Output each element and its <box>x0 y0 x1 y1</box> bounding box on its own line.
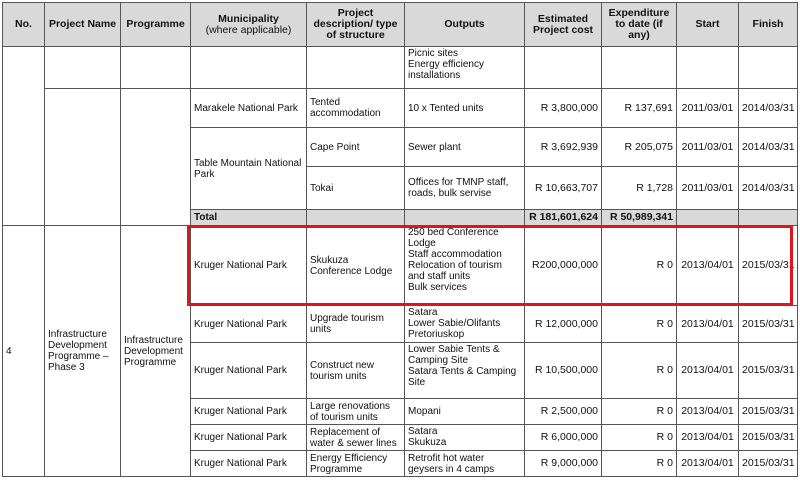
header-start: Start <box>677 3 739 47</box>
cell-description: Cape Point <box>307 128 405 167</box>
cell-start: 2013/04/01 <box>677 343 739 399</box>
cell-description: Energy Efficiency Programme <box>307 451 405 477</box>
cell-outputs: Offices for TMNP staff, roads, bulk servise <box>405 167 525 210</box>
cell-finish: 2015/03/31 <box>739 451 798 477</box>
cell-outputs: Sewer plant <box>405 128 525 167</box>
cell-expenditure: R 0 <box>602 226 677 306</box>
output-line: Relocation of tourism and staff units <box>408 260 502 282</box>
cell-municipality: Marakele National Park <box>191 89 307 128</box>
cell-cost: R 9,000,000 <box>525 451 602 477</box>
cell-outputs <box>405 343 525 399</box>
cell-empty <box>307 47 405 89</box>
total-cost: R 181,601,624 <box>525 210 602 226</box>
cell-empty <box>191 47 307 89</box>
cell-outputs <box>405 226 525 306</box>
output-line: Skukuza <box>408 437 447 448</box>
cell-outputs <box>405 425 525 451</box>
cell-expenditure: R 1,728 <box>602 167 677 210</box>
cell-cost: R 2,500,000 <box>525 399 602 425</box>
header-outputs: Outputs <box>405 3 525 47</box>
cell-description: Replacement of water & sewer lines <box>307 425 405 451</box>
cell-municipality: Kruger National Park <box>191 451 307 477</box>
cell-cost: R 10,500,000 <box>525 343 602 399</box>
output-line: Staff accommodation <box>408 249 502 260</box>
cell-cost: R 10,663,707 <box>525 167 602 210</box>
cell-cost: R 6,000,000 <box>525 425 602 451</box>
cell-expenditure: R 205,075 <box>602 128 677 167</box>
cell-empty <box>677 210 739 226</box>
cell-municipality: Kruger National Park <box>191 343 307 399</box>
cell-empty <box>45 47 121 89</box>
cell-finish: 2014/03/31 <box>739 89 798 128</box>
cell-no-empty <box>3 47 45 226</box>
output-line: 250 bed Conference Lodge <box>408 227 499 249</box>
output-line: Lower Sabie Tents & Camping Site <box>408 344 500 366</box>
cell-empty <box>121 47 191 89</box>
cell-empty <box>739 210 798 226</box>
cell-empty <box>525 47 602 89</box>
cell-description: Tented accommodation <box>307 89 405 128</box>
total-expenditure: R 50,989,341 <box>602 210 677 226</box>
cell-outputs <box>405 47 525 89</box>
cell-finish: 2015/03/31 <box>739 425 798 451</box>
cell-finish: 2015/03/31 <box>739 399 798 425</box>
cell-empty <box>405 210 525 226</box>
cell-expenditure: R 0 <box>602 343 677 399</box>
cell-outputs: Retrofit hot water geysers in 4 camps <box>405 451 525 477</box>
cell-cost: R200,000,000 <box>525 226 602 306</box>
cell-municipality: Kruger National Park <box>191 425 307 451</box>
cell-cost: R 3,800,000 <box>525 89 602 128</box>
cell-cost: R 12,000,000 <box>525 306 602 343</box>
header-project-name: Project Name <box>45 3 121 47</box>
table-row <box>3 47 798 89</box>
cell-empty <box>602 47 677 89</box>
table-row <box>3 89 798 128</box>
cell-description: Upgrade tourism units <box>307 306 405 343</box>
output-line: Energy efficiency installations <box>408 59 484 81</box>
cell-finish: 2015/03/31 <box>739 343 798 399</box>
cell-expenditure: R 137,691 <box>602 89 677 128</box>
cell-outputs: 10 x Tented units <box>405 89 525 128</box>
cell-description: Construct new tourism units <box>307 343 405 399</box>
cell-empty <box>739 47 798 89</box>
output-line: Satara <box>408 426 438 437</box>
cell-start: 2011/03/01 <box>677 128 739 167</box>
cell-start: 2011/03/01 <box>677 89 739 128</box>
cell-start: 2011/03/01 <box>677 167 739 210</box>
output-line: Picnic sites <box>408 48 459 59</box>
cell-expenditure: R 0 <box>602 399 677 425</box>
header-row <box>3 3 798 47</box>
cell-project-name: Infrastructure Development Programme – Phase 3 <box>45 226 121 477</box>
cell-start: 2013/04/01 <box>677 451 739 477</box>
cell-start: 2013/04/01 <box>677 399 739 425</box>
cell-municipality: Kruger National Park <box>191 226 307 306</box>
table-row <box>3 226 798 306</box>
cell-municipality: Kruger National Park <box>191 306 307 343</box>
cell-empty <box>307 210 405 226</box>
header-programme: Programme <box>121 3 191 47</box>
cell-expenditure: R 0 <box>602 451 677 477</box>
cell-cost: R 3,692,939 <box>525 128 602 167</box>
header-description: Project description/ type of structure <box>307 3 405 47</box>
cell-outputs: Mopani <box>405 399 525 425</box>
cell-expenditure: R 0 <box>602 306 677 343</box>
output-line: Pretoriuskop <box>408 329 465 340</box>
projects-table <box>2 2 798 477</box>
cell-outputs <box>405 306 525 343</box>
cell-description: Large renovations of tourism units <box>307 399 405 425</box>
cell-finish: 2014/03/31 <box>739 167 798 210</box>
cell-description: Skukuza Conference Lodge <box>307 226 405 306</box>
cell-expenditure: R 0 <box>602 425 677 451</box>
cell-finish: 2014/03/31 <box>739 128 798 167</box>
header-expenditure: Expenditure to date (if any) <box>602 3 677 47</box>
cell-finish: 2015/03/31 <box>739 226 798 306</box>
header-cost: Estimated Project cost <box>525 3 602 47</box>
cell-start: 2013/04/01 <box>677 226 739 306</box>
cell-empty <box>121 89 191 226</box>
cell-municipality: Kruger National Park <box>191 399 307 425</box>
output-line: Lower Sabie/Olifants <box>408 318 501 329</box>
cell-no: 4 <box>3 226 45 477</box>
header-municipality <box>191 3 307 47</box>
cell-empty <box>45 89 121 226</box>
cell-finish: 2015/03/31 <box>739 306 798 343</box>
output-line: Satara <box>408 307 438 318</box>
header-no: No. <box>3 3 45 47</box>
cell-description: Tokai <box>307 167 405 210</box>
header-municipality-label: Municipality <box>218 12 279 25</box>
cell-start: 2013/04/01 <box>677 306 739 343</box>
header-finish: Finish <box>739 3 798 47</box>
total-label: Total <box>191 210 307 226</box>
output-line: Satara Tents & Camping Site <box>408 366 517 388</box>
cell-empty <box>677 47 739 89</box>
cell-municipality: Table Mountain National Park <box>191 128 307 210</box>
output-line: Bulk services <box>408 282 467 293</box>
cell-programme: Infrastructure Development Programme <box>121 226 191 477</box>
cell-start: 2013/04/01 <box>677 425 739 451</box>
header-municipality-sub: (where applicable) <box>205 23 292 36</box>
